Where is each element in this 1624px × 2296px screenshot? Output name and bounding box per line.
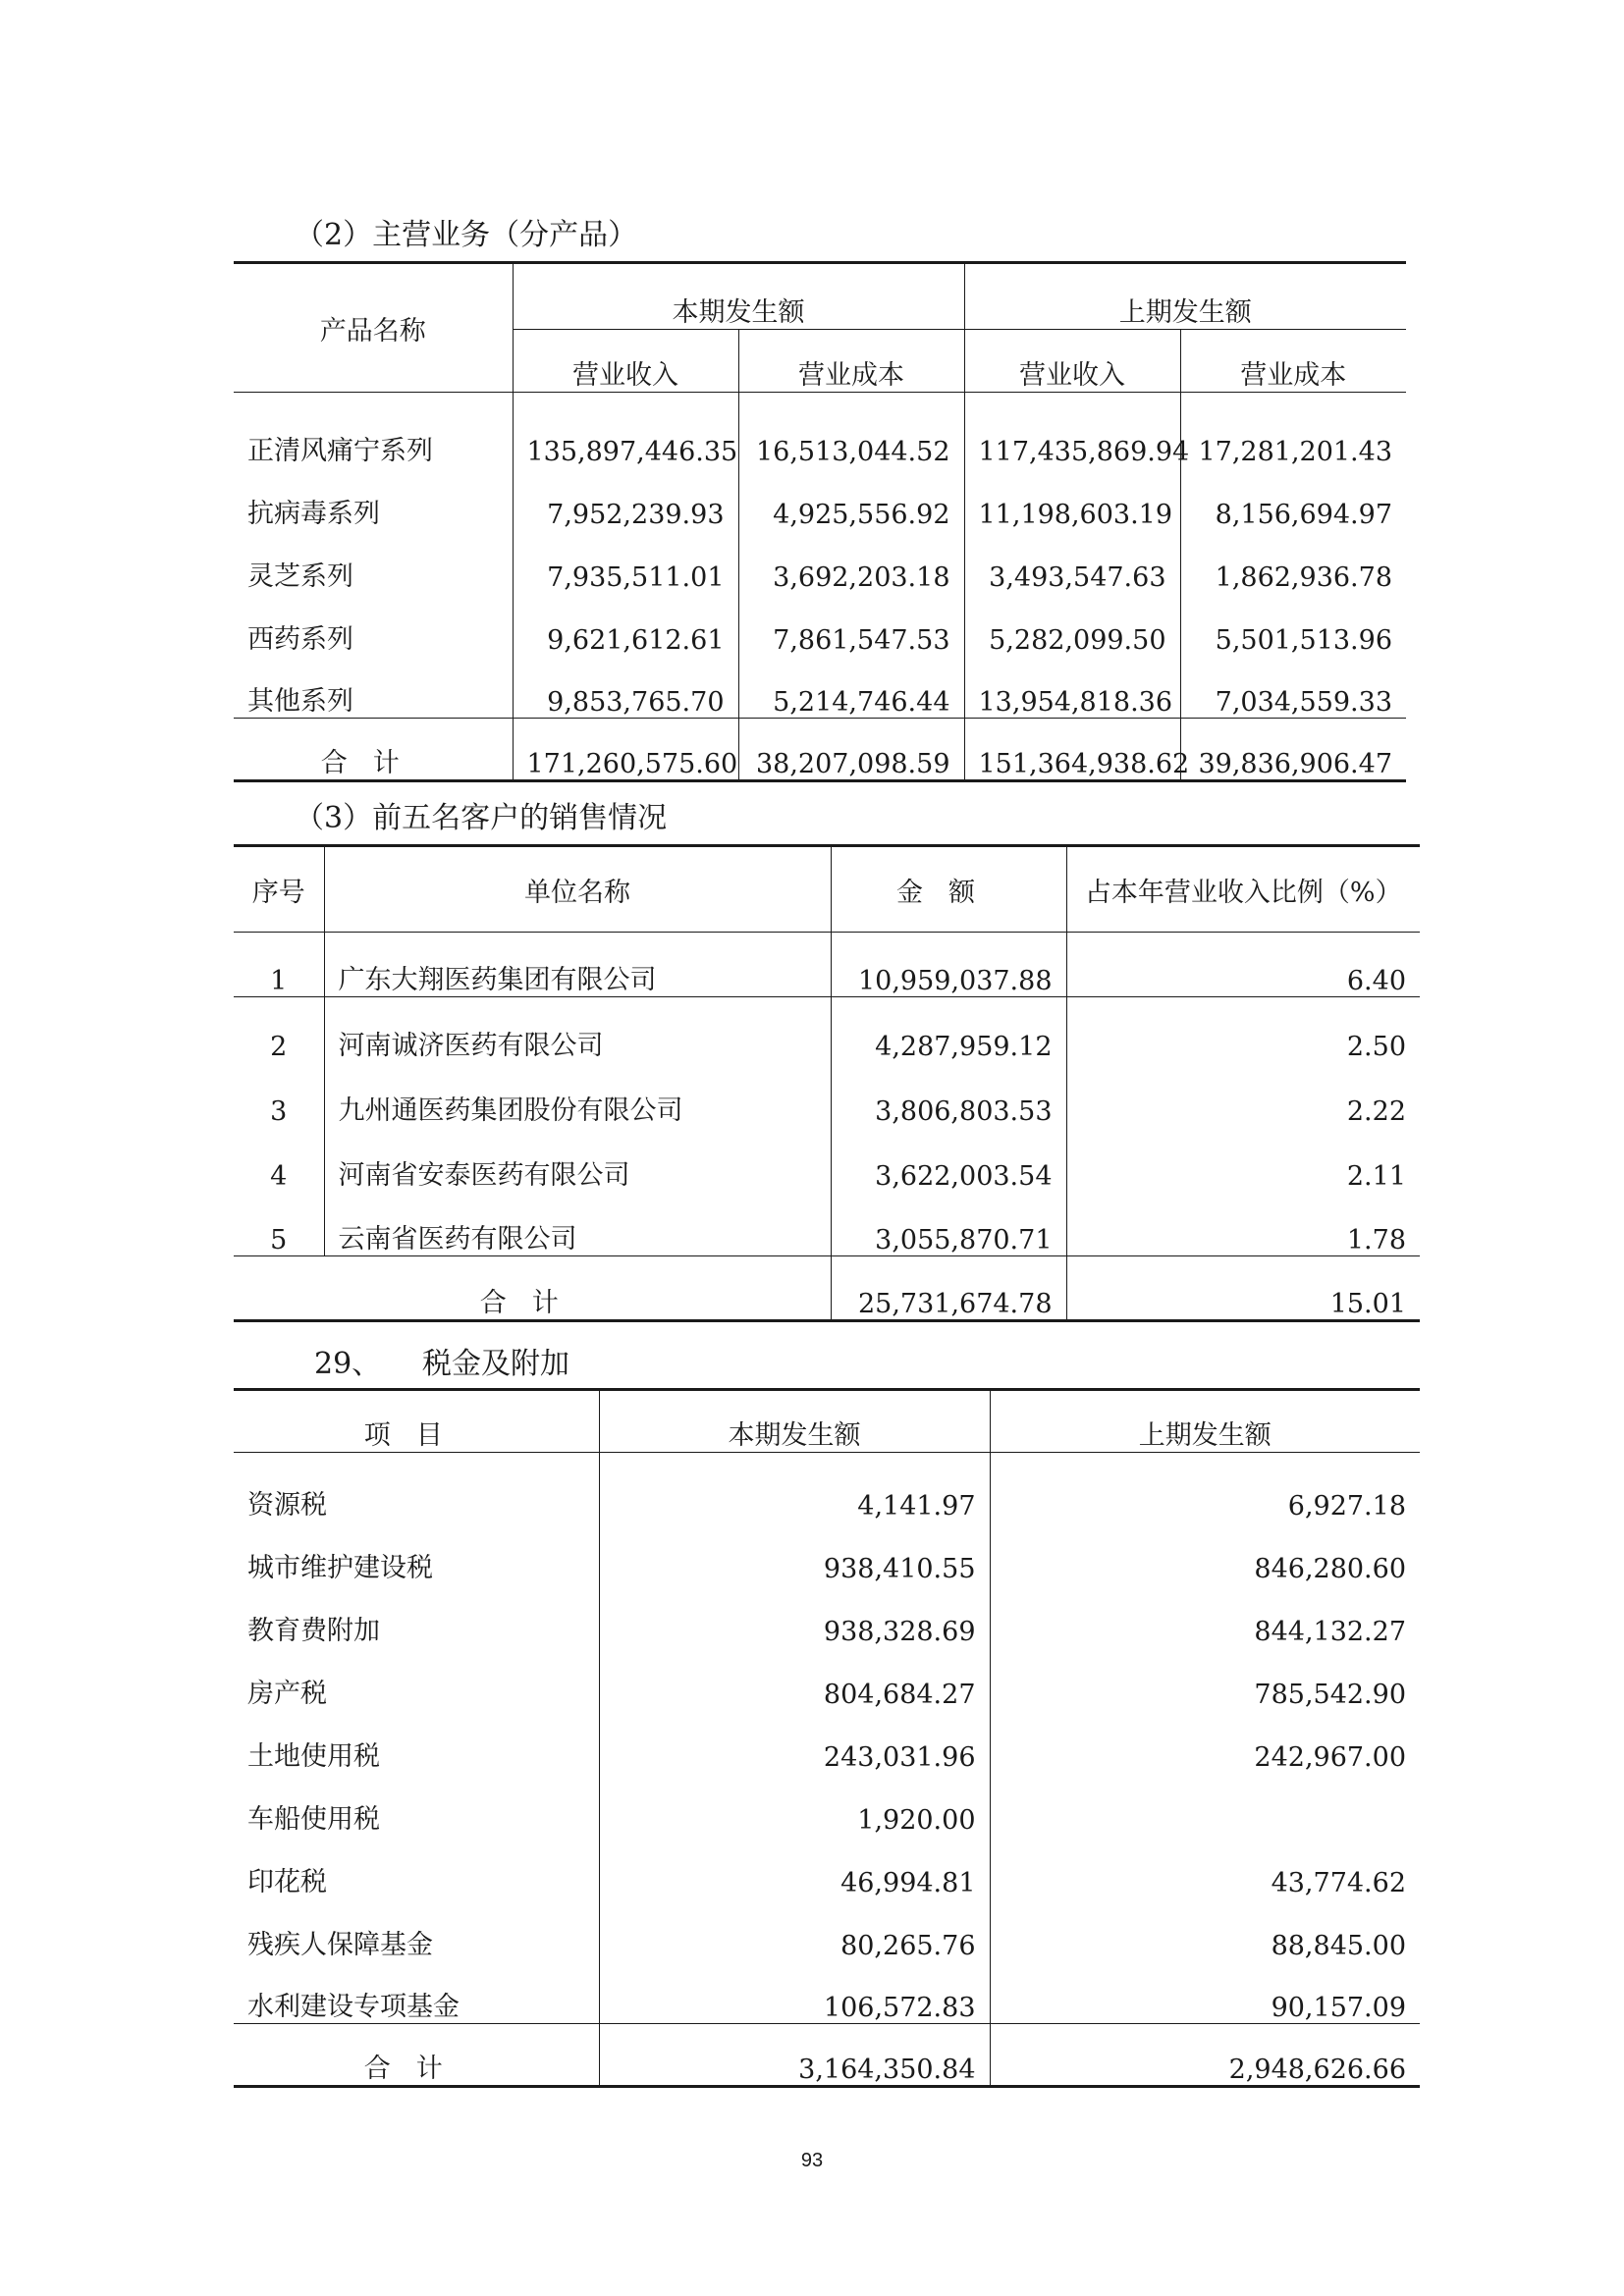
current-amount: 1,920.00 — [599, 1773, 990, 1836]
table-row — [234, 530, 1406, 593]
header-prior-cost: 营业成本 — [1180, 330, 1406, 393]
prior-revenue: 117,435,869.94 — [964, 393, 1180, 467]
total-prior-cost: 39,836,906.47 — [1180, 719, 1406, 781]
tax-item: 资源税 — [247, 1489, 327, 1521]
customer-name: 云南省医药有限公司 — [324, 1192, 831, 1256]
table-row — [234, 1836, 1420, 1898]
taxes-surcharges-table — [234, 1388, 1420, 2088]
total-ratio: 15.01 — [1066, 1256, 1420, 1321]
header-ratio: 占本年营业收入比例（%） — [1066, 846, 1420, 933]
total-current-cost: 38,207,098.59 — [738, 719, 964, 781]
customer-amount: 3,806,803.53 — [831, 1062, 1066, 1127]
table-row — [234, 393, 1406, 467]
page-number: 93 — [800, 2150, 824, 2171]
customer-seq: 5 — [270, 1225, 288, 1255]
current-revenue: 9,853,765.70 — [513, 656, 738, 719]
tax-item: 教育费附加 — [247, 1615, 380, 1646]
customer-amount: 10,959,037.88 — [831, 933, 1066, 997]
current-revenue: 7,952,239.93 — [513, 467, 738, 530]
tax-item: 土地使用税 — [247, 1740, 380, 1772]
table-row — [234, 467, 1406, 530]
table-row — [234, 1773, 1420, 1836]
customer-seq: 1 — [270, 966, 288, 996]
total-row — [234, 719, 1406, 781]
section2-heading: （2）主营业务（分产品） — [295, 218, 638, 252]
total-amount: 25,731,674.78 — [831, 1256, 1066, 1321]
header-prior-revenue: 营业收入 — [964, 330, 1180, 393]
customer-amount: 3,055,870.71 — [831, 1192, 1066, 1256]
customer-name: 河南省安泰医药有限公司 — [324, 1127, 831, 1192]
total-current-amount: 3,164,350.84 — [599, 2024, 990, 2087]
prior-revenue: 11,198,603.19 — [964, 467, 1180, 530]
table-row — [234, 1898, 1420, 1961]
table-row — [234, 1961, 1420, 2024]
header-product-name: 产品名称 — [319, 315, 426, 347]
header-current-period: 本期发生额 — [599, 1390, 990, 1453]
prior-revenue: 5,282,099.50 — [964, 593, 1180, 656]
current-cost: 3,692,203.18 — [738, 530, 964, 593]
tax-item: 房产税 — [247, 1678, 327, 1709]
current-amount: 46,994.81 — [599, 1836, 990, 1898]
total-label: 合计 — [363, 2054, 468, 2084]
table-row — [234, 933, 1420, 997]
table-row — [234, 1584, 1420, 1647]
current-cost: 16,513,044.52 — [738, 393, 964, 467]
customer-ratio: 2.22 — [1066, 1062, 1420, 1127]
table-row — [234, 1710, 1420, 1773]
section29-number: 29、 — [314, 1347, 382, 1381]
prior-cost: 1,862,936.78 — [1180, 530, 1406, 593]
product-name: 灵芝系列 — [247, 561, 353, 592]
customer-ratio: 1.78 — [1066, 1192, 1420, 1256]
prior-amount: 846,280.60 — [990, 1522, 1420, 1584]
total-row — [234, 2024, 1420, 2087]
prior-amount: 88,845.00 — [990, 1898, 1420, 1961]
header-prior-period: 上期发生额 — [990, 1390, 1420, 1453]
header-unit-name: 单位名称 — [324, 846, 831, 933]
table-row — [234, 1522, 1420, 1584]
prior-amount — [990, 1773, 1420, 1836]
product-name: 抗病毒系列 — [247, 498, 380, 529]
prior-amount: 242,967.00 — [990, 1710, 1420, 1773]
product-name: 正清风痛宁系列 — [247, 435, 433, 466]
tax-item: 城市维护建设税 — [247, 1552, 433, 1583]
current-revenue: 7,935,511.01 — [513, 530, 738, 593]
current-amount: 938,328.69 — [599, 1584, 990, 1647]
prior-amount: 43,774.62 — [990, 1836, 1420, 1898]
customer-amount: 4,287,959.12 — [831, 997, 1066, 1062]
prior-revenue: 13,954,818.36 — [964, 656, 1180, 719]
total-label: 合计 — [479, 1288, 584, 1318]
header-prior-period: 上期发生额 — [964, 263, 1406, 330]
prior-cost: 7,034,559.33 — [1180, 656, 1406, 719]
current-cost: 5,214,746.44 — [738, 656, 964, 719]
header-current-cost: 营业成本 — [738, 330, 964, 393]
table-row — [234, 1062, 1420, 1127]
prior-amount: 90,157.09 — [990, 1961, 1420, 2024]
current-amount: 4,141.97 — [599, 1453, 990, 1522]
total-current-revenue: 171,260,575.60 — [513, 719, 738, 781]
current-revenue: 9,621,612.61 — [513, 593, 738, 656]
total-prior-revenue: 151,364,938.62 — [964, 719, 1180, 781]
prior-amount: 785,542.90 — [990, 1647, 1420, 1710]
table-row — [234, 1647, 1420, 1710]
current-amount: 243,031.96 — [599, 1710, 990, 1773]
table-row — [234, 656, 1406, 719]
prior-cost: 8,156,694.97 — [1180, 467, 1406, 530]
product-name: 其他系列 — [247, 686, 353, 717]
customer-ratio: 2.11 — [1066, 1127, 1420, 1192]
customer-seq: 4 — [270, 1160, 288, 1192]
customer-seq: 3 — [270, 1095, 288, 1127]
customer-seq: 2 — [270, 1031, 288, 1062]
customer-name: 广东大翔医药集团有限公司 — [324, 933, 831, 997]
current-revenue: 135,897,446.35 — [513, 393, 738, 467]
table-row — [234, 997, 1420, 1062]
table-row — [234, 1453, 1420, 1522]
header-current-period: 本期发生额 — [513, 263, 964, 330]
product-revenue-table — [234, 261, 1406, 782]
total-label: 合计 — [320, 748, 425, 778]
header-current-revenue: 营业收入 — [513, 330, 738, 393]
table-row — [234, 1192, 1420, 1256]
current-amount: 80,265.76 — [599, 1898, 990, 1961]
tax-item: 残疾人保障基金 — [247, 1929, 433, 1960]
table-row — [234, 1127, 1420, 1192]
prior-amount: 844,132.27 — [990, 1584, 1420, 1647]
total-prior-amount: 2,948,626.66 — [990, 2024, 1420, 2087]
prior-cost: 17,281,201.43 — [1180, 393, 1406, 467]
section3-heading: （3）前五名客户的销售情况 — [295, 801, 668, 835]
customer-ratio: 2.50 — [1066, 997, 1420, 1062]
top-customers-table — [234, 844, 1420, 1322]
table-row — [234, 593, 1406, 656]
current-amount: 938,410.55 — [599, 1522, 990, 1584]
header-seq: 序号 — [251, 877, 305, 908]
tax-item: 水利建设专项基金 — [247, 1992, 460, 2022]
current-cost: 4,925,556.92 — [738, 467, 964, 530]
customer-amount: 3,622,003.54 — [831, 1127, 1066, 1192]
current-cost: 7,861,547.53 — [738, 593, 964, 656]
tax-item: 印花税 — [247, 1866, 327, 1897]
prior-cost: 5,501,513.96 — [1180, 593, 1406, 656]
total-row — [234, 1256, 1420, 1321]
customer-name: 河南诚济医药有限公司 — [324, 997, 831, 1062]
product-name: 西药系列 — [247, 623, 353, 655]
section29-title: 税金及附加 — [422, 1347, 569, 1381]
prior-revenue: 3,493,547.63 — [964, 530, 1180, 593]
current-amount: 804,684.27 — [599, 1647, 990, 1710]
header-item: 项目 — [363, 1420, 468, 1451]
current-amount: 106,572.83 — [599, 1961, 990, 2024]
customer-name: 九州通医药集团股份有限公司 — [324, 1062, 831, 1127]
header-amount: 金额 — [831, 846, 1066, 933]
tax-item: 车船使用税 — [247, 1803, 380, 1835]
customer-ratio: 6.40 — [1066, 933, 1420, 997]
prior-amount: 6,927.18 — [990, 1453, 1420, 1522]
